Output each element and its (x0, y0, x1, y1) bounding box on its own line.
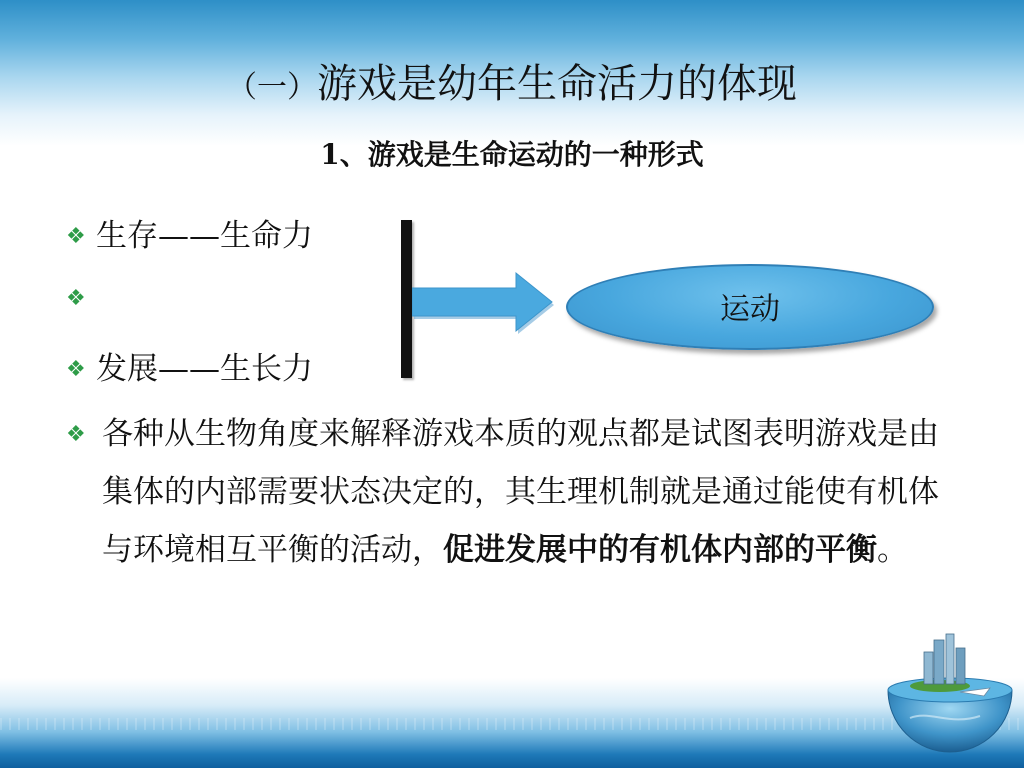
motion-label: 运动 (720, 292, 780, 327)
diamond-bullet-icon: ❖ (66, 422, 86, 447)
bracket-bar (401, 220, 412, 378)
bullet-development (66, 343, 313, 396)
bottom-decoration (0, 678, 1024, 768)
title-main: 游戏是幼年生命活力的体现 (317, 61, 797, 107)
arrow-right-icon (412, 270, 562, 334)
slide-subtitle: 1、游戏是生命运动的一种形式 (320, 138, 704, 171)
explanation-paragraph (66, 405, 946, 568)
paragraph-body (102, 405, 952, 579)
bullet-survival (66, 210, 313, 263)
paragraph-normal: 各种从生物角度来解释游戏本质的观点都是试图表明游戏是由集体的内部需要状态决定的，其生理机制就是通过能使有机体与环境相互平衡的活动， (102, 416, 939, 568)
diamond-bullet-icon: ❖ (66, 224, 86, 249)
diamond-bullet-icon: ❖ (66, 357, 86, 382)
bullet-text: 生存——生命力 (96, 218, 313, 254)
bullet-empty (66, 272, 96, 325)
city-globe-icon (880, 630, 1020, 760)
bullet-text: 发展——生长力 (96, 351, 313, 387)
slide-title (0, 52, 1024, 109)
diamond-bullet-icon: ❖ (66, 286, 86, 311)
paragraph-end: 。 (877, 532, 908, 568)
paragraph-bold: 促进发展中的有机体内部的平衡 (443, 532, 877, 568)
title-paren: （一） (227, 70, 317, 105)
